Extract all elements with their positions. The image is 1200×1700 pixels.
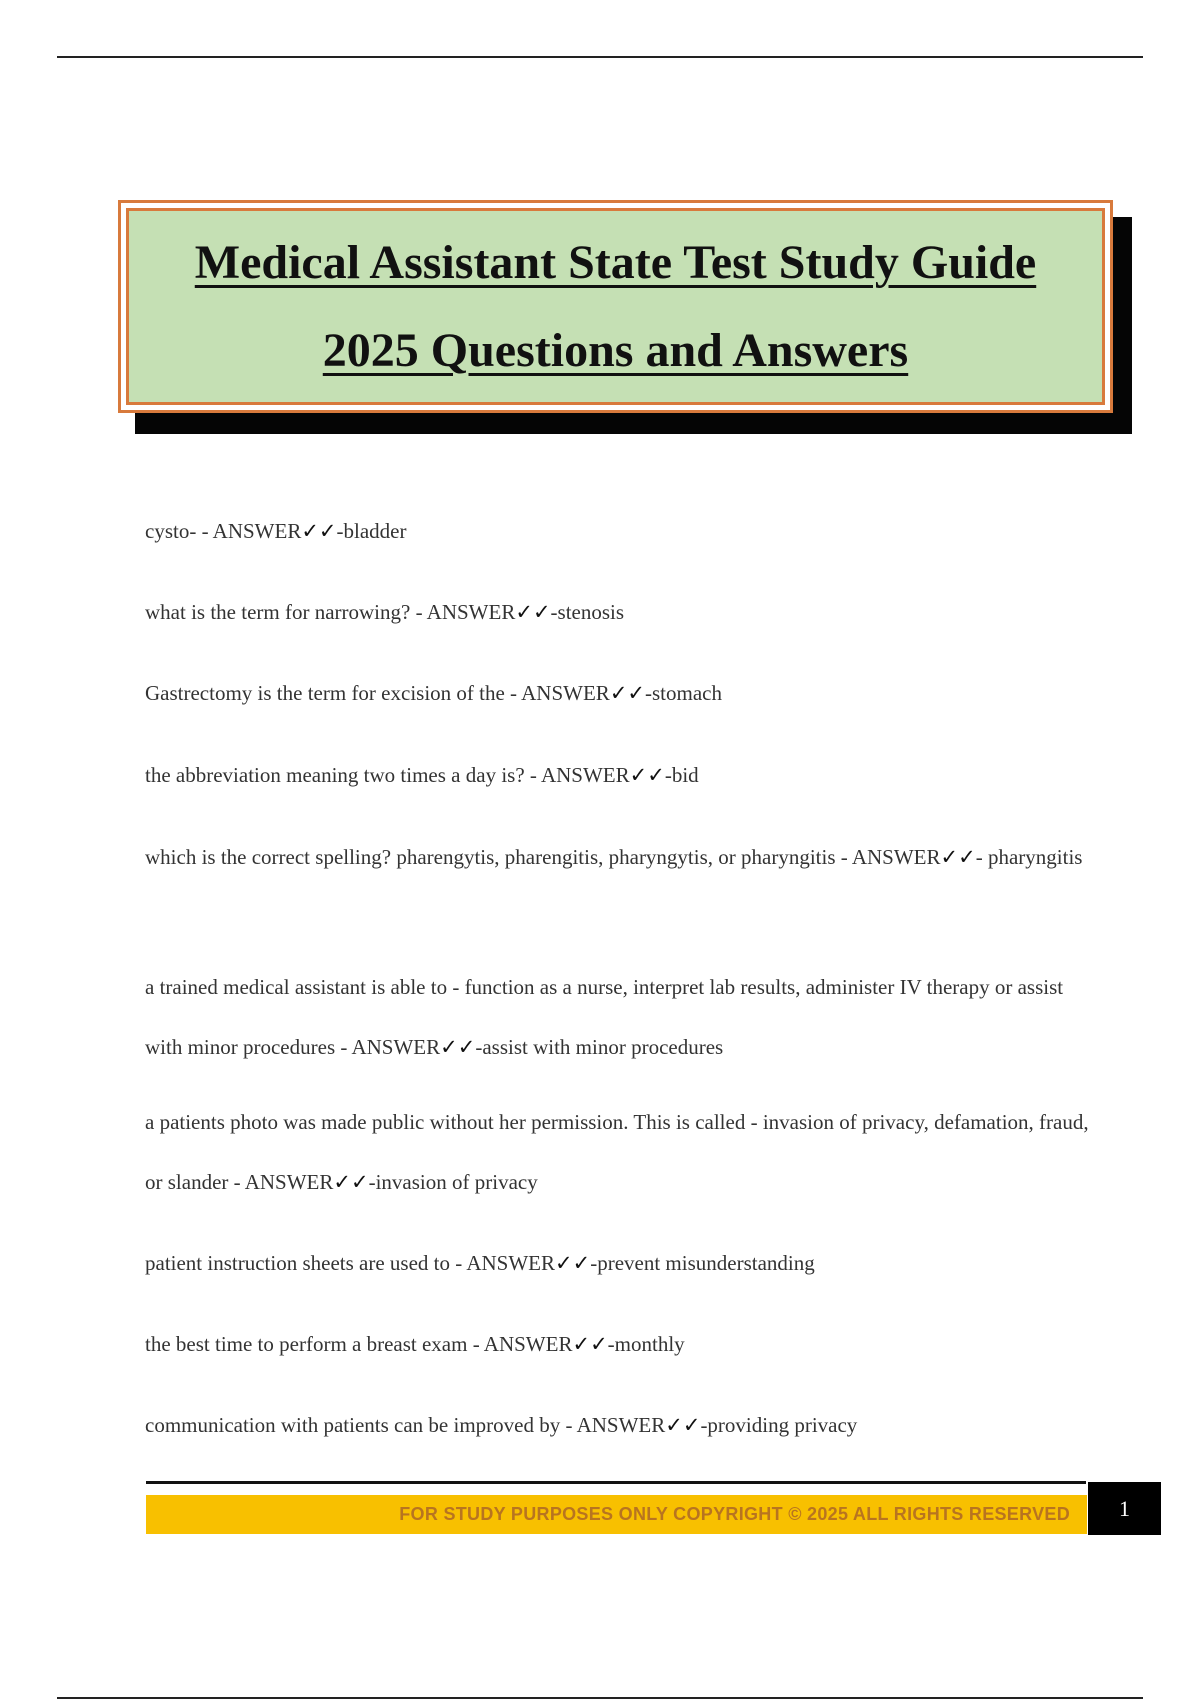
footer-copyright: FOR STUDY PURPOSES ONLY COPYRIGHT © 2025 ALL RIGHTS RESERVED bbox=[399, 1504, 1070, 1524]
qa-item bbox=[145, 745, 1105, 805]
answer-text: -providing privacy bbox=[700, 1413, 858, 1437]
qa-item bbox=[145, 582, 1105, 642]
title-line-2: 2025 Questions and Answers bbox=[322, 323, 909, 377]
bottom-rule bbox=[57, 1697, 1143, 1699]
title-box bbox=[118, 200, 1113, 413]
answer-text: -invasion of privacy bbox=[368, 1170, 538, 1194]
question-text: a patients photo was made public without her permission. This is called - invasion of privacy, defamation, fraud, or slander - ANSWER bbox=[145, 1110, 1089, 1194]
question-text: the best time to perform a breast exam - ANSWER bbox=[145, 1332, 573, 1356]
double-check-mark-icon: ✓✓ bbox=[665, 1413, 701, 1437]
double-check-mark-icon: ✓✓ bbox=[301, 519, 337, 543]
top-rule bbox=[57, 56, 1143, 58]
answer-text: -monthly bbox=[607, 1332, 685, 1356]
qa-item bbox=[145, 501, 1105, 561]
answer-text: -assist with minor procedures bbox=[475, 1035, 724, 1059]
qa-item bbox=[145, 663, 1105, 723]
answer-text: -prevent misunderstanding bbox=[590, 1251, 815, 1275]
title-banner bbox=[118, 200, 1133, 435]
double-check-mark-icon: ✓✓ bbox=[629, 763, 665, 787]
double-check-mark-icon: ✓✓ bbox=[333, 1170, 369, 1194]
qa-item bbox=[145, 1092, 1105, 1212]
question-text: a trained medical assistant is able to - function as a nurse, interpret lab results, administer IV therapy or assist with minor procedures - ANSWER bbox=[145, 975, 1064, 1059]
double-check-mark-icon: ✓✓ bbox=[572, 1332, 608, 1356]
answer-text: -stenosis bbox=[550, 600, 625, 624]
question-text: what is the term for narrowing? - ANSWER bbox=[145, 600, 516, 624]
footer-bar bbox=[146, 1495, 1087, 1534]
answer-text: -bladder bbox=[336, 519, 407, 543]
answer-text: -bid bbox=[664, 763, 699, 787]
question-text: the abbreviation meaning two times a day is? - ANSWER bbox=[145, 763, 630, 787]
double-check-mark-icon: ✓✓ bbox=[940, 845, 976, 869]
qa-item bbox=[145, 1314, 1105, 1374]
question-text: communication with patients can be improved by - ANSWER bbox=[145, 1413, 666, 1437]
footer-rule bbox=[146, 1481, 1086, 1484]
qa-item bbox=[145, 1233, 1105, 1293]
title-line-1: Medical Assistant State Test Study Guide bbox=[194, 235, 1037, 289]
answer-text: -stomach bbox=[645, 681, 722, 705]
page-number: 1 bbox=[1088, 1482, 1161, 1535]
double-check-mark-icon: ✓✓ bbox=[609, 681, 646, 705]
qa-item bbox=[145, 1395, 1105, 1455]
question-text: cysto- - ANSWER bbox=[145, 519, 302, 543]
question-text: Gastrectomy is the term for excision of the - ANSWER bbox=[145, 681, 610, 705]
double-check-mark-icon: ✓✓ bbox=[440, 1035, 476, 1059]
qa-item bbox=[145, 827, 1105, 887]
title-inner bbox=[126, 208, 1105, 405]
answer-text: - pharyngitis bbox=[975, 845, 1083, 869]
qa-item bbox=[145, 957, 1105, 1077]
double-check-mark-icon: ✓✓ bbox=[555, 1251, 591, 1275]
question-text: which is the correct spelling? pharengytis, pharengitis, pharyngytis, or pharyngitis - ANSWER bbox=[145, 845, 941, 869]
question-text: patient instruction sheets are used to - ANSWER bbox=[145, 1251, 556, 1275]
double-check-mark-icon: ✓✓ bbox=[515, 600, 551, 624]
